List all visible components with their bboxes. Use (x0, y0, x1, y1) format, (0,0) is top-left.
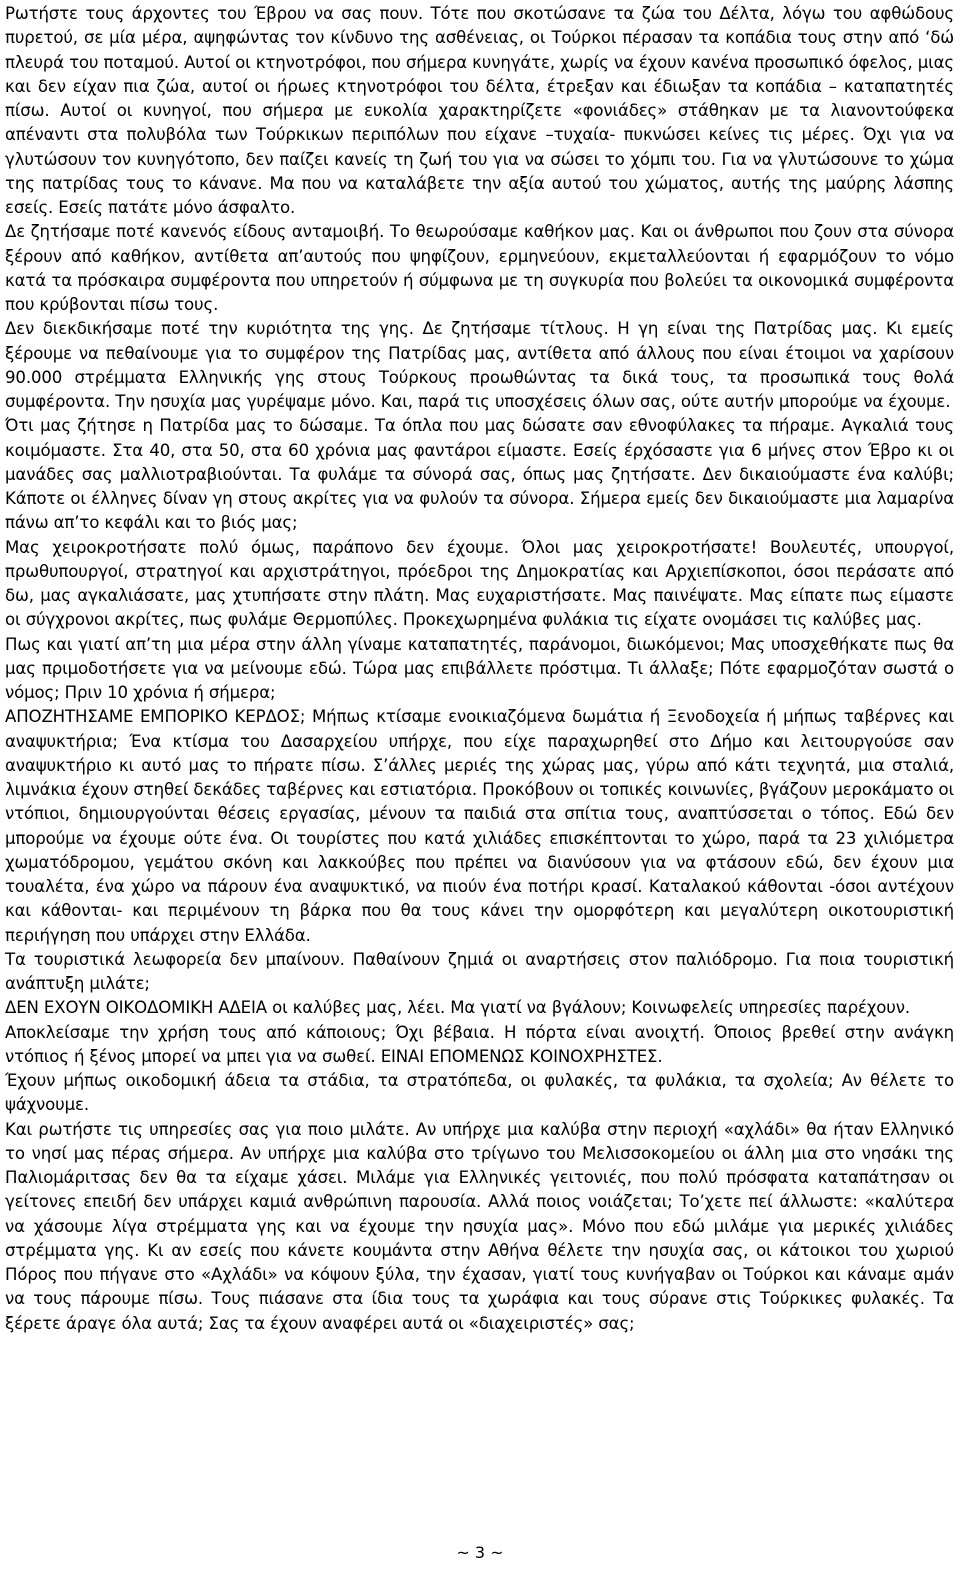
page-number: ~ 3 ~ (456, 1543, 504, 1562)
paragraph: ΑΠΟΖΗΤΗΣΑΜΕ ΕΜΠΟΡΙΚΟ ΚΕΡΔΟΣ; Μήπως κτίσαμε ενοικιαζόμενα δωμάτια ή Ξενοδοχεία ή μήπως ταβέρνες και αναψυκτήρια; Ένα κτίσμα του Δασαρχείου υπήρχε, που είχε παραχωρηθεί στο Δήμο και λειτουργούσε σαν αναψυκτήριο κι αυτό μας το πήρατε πίσω. Σ’άλλες μεριές της χώρας μας, γύρω από κάτι τεχνητά, μια σταλιά, λιμνάκια έχουν στηθεί δεκάδες ταβέρνες και εστιατόρια. Προκόβουν οι τοπικές κοινωνίες, βγάζουν μεροκάματο οι ντόπιοι, δημιουργούνται θέσεις εργασίας, μένουν τα παιδιά στα σπίτια τους, αναπτύσσεται ο τόπος. Εδώ δεν μπορούμε να έχουμε ούτε ένα. Οι τουρίστες που κατά χιλιάδες επισκέπτονται το χώρο, παρά τα 23 χιλιόμετρα χωματόδρομου, γεμάτου σκόνη και λακκούβες που πρέπει να διανύσουν για να φτάσουν εδώ, δεν έχουν μια τουαλέτα, ένα χώρο να πάρουν ένα αναψυκτικό, να πιούν ένα ποτήρι κρασί. Καταλακού κάθονται -όσοι αντέχουν και κάθονται- και περιμένουν τη βάρκα που θα τους κάνει την ομορφότερη και μεγαλύτερη οικοτουριστική περιήγηση που υπάρχει στην Ελλάδα. (5, 707, 954, 945)
paragraph: Έχουν μήπως οικοδομική άδεια τα στάδια, τα στρατόπεδα, οι φυλακές, τα φυλάκια, τα σχολεία; Αν θέλετε το ψάχνουμε. (5, 1071, 954, 1115)
paragraph: Δε ζητήσαμε ποτέ κανενός είδους ανταμοιβή. Το θεωρούσαμε καθήκον μας. Και οι άνθρωποι που ζουν στα σύνορα ξέρουν από καθήκον, αντίθετα απ’αυτούς που ψηφίζουν, ερμηνεύουν, εκμεταλλεύονται ή εφαρμόζουν το νόμο κατά τα πρόσκαιρα συμφέροντα που υπηρετούν ή σύμφωνα με τη συγκυρία που βολεύει τα οικονομικά συμφέροντα που κρύβονται πίσω τους. (5, 222, 954, 314)
paragraph: ΔΕΝ ΕΧΟΥΝ ΟΙΚΟΔΟΜΙΚΗ ΑΔΕΙΑ οι καλύβες μας, λέει. Μα γιατί να βγάλουν; Κοινωφελείς υπηρεσίες παρέχουν. (5, 998, 910, 1018)
paragraph: Πως και γιατί απ’τη μια μέρα στην άλλη γίναμε καταπατητές, παράνομοι, διωκόμενοι; Μας υποσχεθήκατε πως θα μας πριμοδοτήσετε για να μείνουμε εδώ. Τώρα μας επιβάλλετε πρόστιμα. Τι άλλαξε; Πότε εφαρμοζόταν σωστά ο νόμος; Πριν 10 χρόνια ή σήμερα; (5, 634, 954, 702)
paragraph: Τα τουριστικά λεωφορεία δεν μπαίνουν. Παθαίνουν ζημιά οι αναρτήσεις στον παλιόδρομο. Για ποια τουριστική ανάπτυξη μιλάτε; (5, 949, 954, 993)
paragraph: Ρωτήστε τους άρχοντες του Έβρου να σας πουν. Τότε που σκοτώσανε τα ζώα του Δέλτα, λόγω του αφθώδους πυρετού, σε μία μέρα, αψηφώντας τον κίνδυνο της ασθένειας, οι Τούρκοι πέρασαν τα κοπάδια τους στην από ‘δώ πλευρά του ποταμού. Αυτοί οι κτηνοτρόφοι, που σήμερα κυνηγάτε, χωρίς να έχουν κανένα προσωπικό όφελος, μιας και δεν είχαν πια ζώα, αυτοί οι ήρωες κτηνοτρόφοι του δέλτα, έτρεξαν και έδιωξαν τα κοπάδια – καταπατητές πίσω. Αυτοί οι κυνηγοί, που σήμερα με ευκολία χαρακτηρίζετε «φονιάδες» στάθηκαν με τα λιανοντούφεκα απέναντι στα πολυβόλα των Τούρκικων περιπόλων που είχανε –τυχαία- πυκνώσει κείνες τις μέρες. Όχι για να γλυτώσουν τον κυνηγότοπο, δεν παίζει κανείς τη ζωή του για να σώσει το χόμπι του. Για να γλυτώσουνε το χώμα της πατρίδας τους το κάνανε. Μα που να καταλάβετε την αξία αυτού του χώματος, αυτής της μαύρης λάσπης εσείς. Εσείς πατάτε μόνο άσφαλτο. (5, 4, 954, 217)
document-body (5, 2, 954, 1336)
paragraph: Ότι μας ζήτησε η Πατρίδα μας το δώσαμε. Τα όπλα που μας δώσατε σαν εθνοφύλακες τα πήραμε. Αγκαλιά τους κοιμόμαστε. Στα 40, στα 50, στα 60 χρόνια μας φαντάροι είμαστε. Εσείς έρχόσαστε για 6 μήνες στον Έβρο κι οι μανάδες σας μαλλιοτραβιούνται. Τα φυλάμε τα σύνορά σας, όπως μας ζητήσατε. Δεν δικαιούμαστε ένα καλύβι; Κάποτε οι έλληνες δίναν γη στους ακρίτες για να φυλούν τα σύνορα. Σήμερα εμείς δεν δικαιούμαστε μια λαμαρίνα πάνω απ’το κεφάλι και το βιός μας; (5, 416, 954, 533)
paragraph: Μας χειροκροτήσατε πολύ όμως, παράπονο δεν έχουμε. Όλοι μας χειροκροτήσατε! Βουλευτές, υπουργοί, πρωθυπουργοί, στρατηγοί και αρχιστράτηγοι, πρόεδροι της Δημοκρατίας και Αρχιεπίσκοποι, όσοι περάσατε από δω, μας αγκαλιάσατε, μας χτυπήσατε στην πλάτη. Μας ευχαριστήσατε. Μας παινέψατε. Μας είπατε πως είμαστε οι σύγχρονοι ακρίτες, πως φυλάμε Θερμοπύλες. Προκεχωρημένα φυλάκια τις είχατε ονομάσει τις καλύβες μας. (5, 537, 954, 630)
paragraph: Δεν διεκδικήσαμε ποτέ την κυριότητα της γης. Δε ζητήσαμε τίτλους. Η γη είναι της Πατρίδας μας. Κι εμείς ξέρουμε να πεθαίνουμε για το συμφέρον της Πατρίδας μας, αντίθετα από άλλους που είναι έτοιμοι να χαρίσουν 90.000 στρέμματα Ελληνικής γης στους Τούρκους προωθώντας τα δικά τους, τα προσωπικά τους θολά συμφέροντα. Την ησυχία μας γυρέψαμε μόνο. Και, παρά τις υποσχέσεις όλων σας, ούτε αυτήν μπορούμε να έχουμε. (5, 319, 954, 411)
paragraph: Και ρωτήστε τις υπηρεσίες σας για ποιο μιλάτε. Αν υπήρχε μια καλύβα στην περιοχή «αχλάδι» θα ήταν Ελληνικό το νησί μας πέρας σήμερα. Αν υπήρχε μια καλύβα στο τρίγωνο του Μελισσοκομείου οι άλλη μια στο νησάκι της Παλιομάριτσας δεν θα τα είχαμε χάσει. Μιλάμε για Ελληνικές γειτονιές, που πολύ πρόσφατα καταπάτησαν οι γείτονες επειδή δεν υπάρχει καμιά ανθρώπινη παρουσία. Αλλά ποιος νοιάζεται; Το’χετε πεί άλλωστε: «καλύτερα να χάσουμε λίγα στρέμματα γης και να έχουμε την ησυχία μας». Μόνο που εδώ μιλάμε για μερικές χιλιάδες στρέμματα γης. Κι αν εσείς που κάνετε κουμάντα στην Αθήνα θέλετε την ησυχία σας, οι κάτοικοι του χωριού Πόρος που πήγανε στο «Αχλάδι» να κόψουν ξύλα, την έχασαν, γιατί τους κυνήγαβαν οι Τούρκοι και κάναμε αμάν να τους πάρουμε πίσω. Τους πιάσανε στα ίδια τους τα χωράφια και τους σύρανε στις Τούρκικες φυλακές. Τα ξέρετε άραγε όλα αυτά; Σας τα έχουν αναφέρει αυτά οι «διαχειριστές» σας; (5, 1119, 954, 1333)
paragraph: Αποκλείσαμε την χρήση τους από κάποιους; Όχι βέβαια. Η πόρτα είναι ανοιχτή. Όποιος βρεθεί στην ανάγκη ντόπιος ή ξένος μπορεί να μπει για να σωθεί. ΕΙΝΑΙ ΕΠΟΜΕΝΩΣ ΚΟΙΝΟΧΡΗΣΤΕΣ. (5, 1022, 954, 1066)
